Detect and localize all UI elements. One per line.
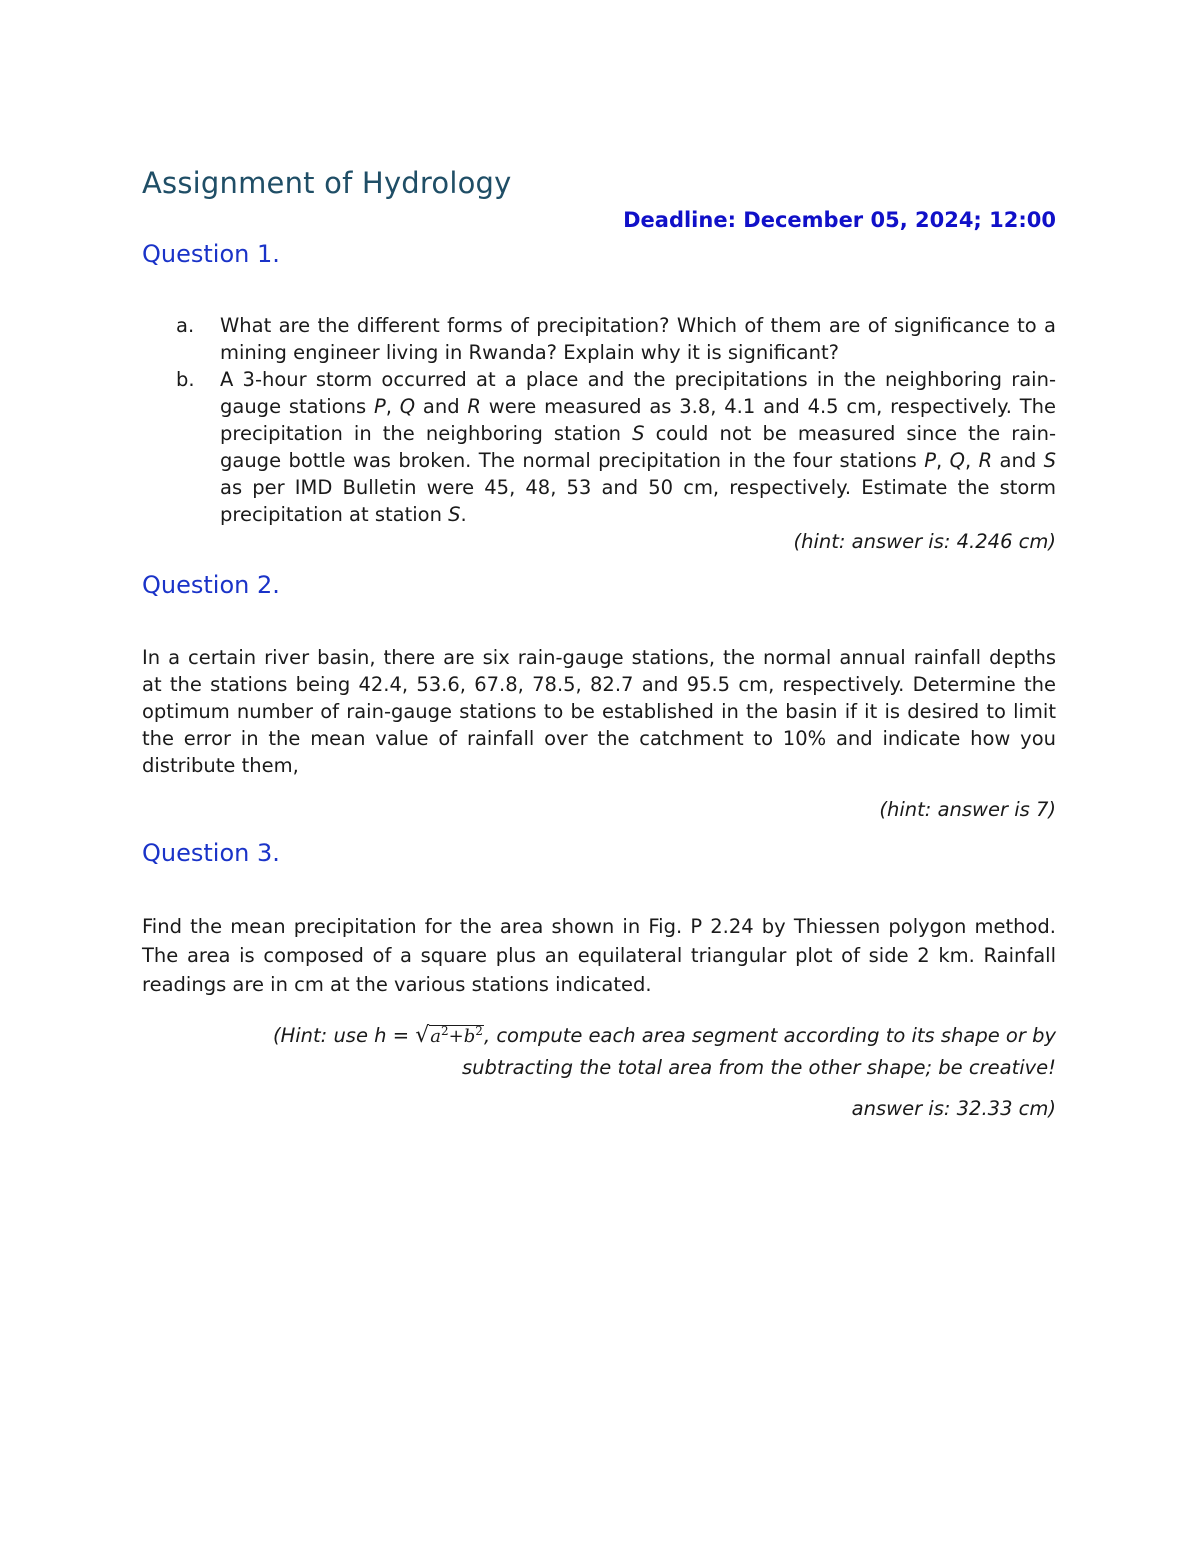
sqrt-formula: $√a^2+b^2$ [415, 1023, 483, 1048]
list-item [142, 312, 1056, 366]
question-3-text: Find the mean precipitation for the area shown in Fig. P 2.24 by Thiessen polygon method. The area is composed of a square plus an equilateral triangular plot of side 2 km. Rainfall readings are in cm at the various stations indicated. [142, 915, 1056, 996]
document-page [142, 160, 1056, 1122]
question-2-heading: Question 2. [142, 571, 280, 599]
question-3-hint-line2: subtracting the total area from the other shape; be creative! [462, 1056, 1056, 1079]
question-1-list [142, 312, 1056, 528]
deadline: Deadline: December 05, 2024; 12:00 [623, 208, 1056, 232]
question-1a-text: What are the different forms of precipitation? Which of them are of significance to a mining engineer living in Rwanda? Explain why it is significant? [220, 314, 1056, 364]
question-3-answer: answer is: 32.33 cm) [851, 1097, 1056, 1120]
question-2-hint: (hint: answer is 7) [879, 798, 1056, 821]
question-3-hint: (Hint: use $h = √a^2+b^2$, compute each area segment according to its shape or by [142, 1015, 1056, 1053]
question-2-text-last: distribute them, [142, 754, 299, 777]
question-2-text: In a certain river basin, there are six rain-gauge stations, the normal annual rainfall depths at the stations being 42.4, 53.6, 67.8, 78.5, 82.7 and 95.5 cm, respectively. Determine the optimum number of rain-gauge stations to be established in the basin if it is desired to limit the error in the mean value of rainfall over the catchment to 10% and indicate how you [142, 646, 1056, 750]
question-1-heading: Question 1. [142, 240, 280, 268]
question-1-hint: (hint: answer is: 4.246 cm) [793, 530, 1056, 553]
list-item [142, 366, 1056, 528]
list-marker: b. [176, 368, 195, 391]
question-3-heading: Question 3. [142, 839, 280, 867]
list-marker: a. [176, 314, 195, 337]
question-1b-text: A 3-hour storm occurred at a place and the precipitations in the neighboring rain-gauge stations P, Q and R were measured as 3.8, 4.1 and 4.5 cm, respectively. The precipitation in the neighboring station S could not be measured since the rain-gauge bottle was broken. The normal precipitation in the four stations P, Q, R and S as per IMD Bulletin were 45, 48, 53 and 50 cm, respectively. Estimate the storm precipitation at station S. [220, 368, 1057, 526]
document-title: Assignment of Hydrology [142, 166, 512, 200]
